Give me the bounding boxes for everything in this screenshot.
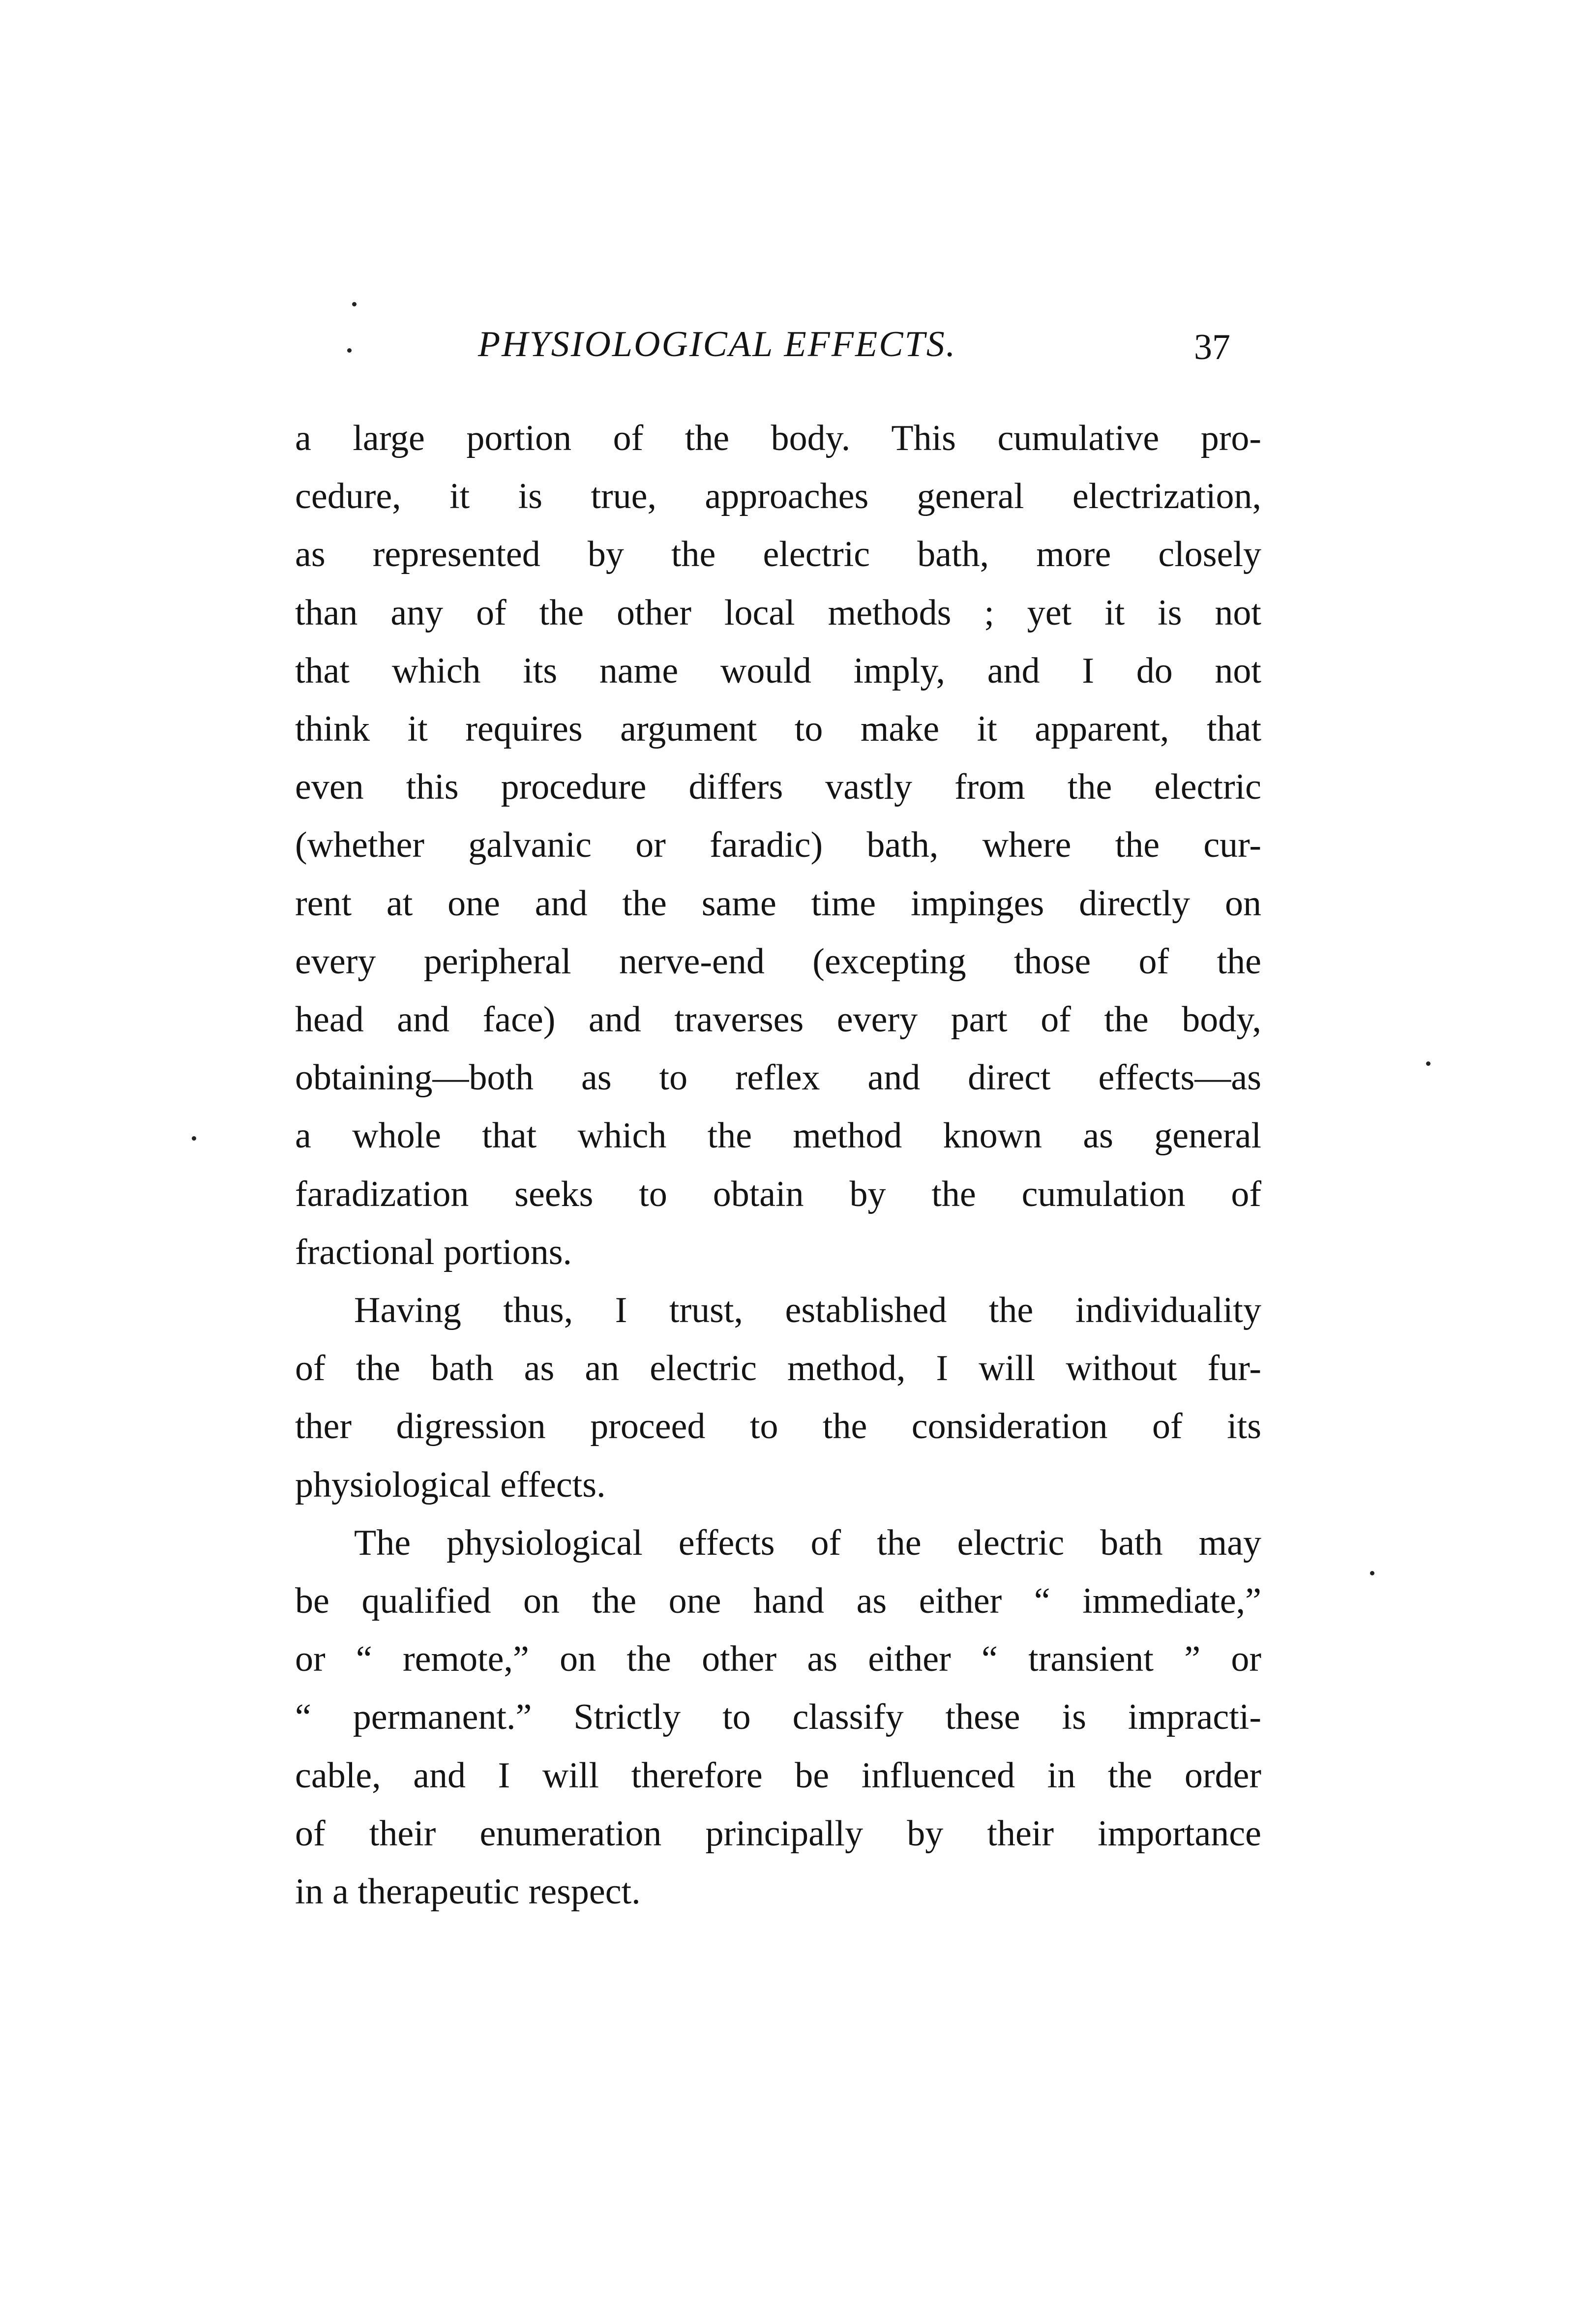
text-line: that which its name would imply, and I do not (295, 650, 1261, 691)
text-line: as represented by the electric bath, more closely (295, 534, 1261, 575)
text-line: head and face) and traverses every part of the body, (295, 999, 1261, 1040)
page-header (295, 315, 1269, 379)
ink-speck (192, 1136, 196, 1141)
running-title: PHYSIOLOGICAL EFFECTS. (478, 324, 957, 364)
text-line: a whole that which the method known as general (295, 1116, 1261, 1156)
text-line: or “ remote,” on the other as either “ transient ” or (295, 1639, 1261, 1680)
text-line: physiological effects. (295, 1464, 606, 1505)
body-text (295, 409, 1261, 1921)
text-line: of their enumeration principally by their importance (295, 1813, 1261, 1854)
page-number: 37 (1194, 327, 1230, 367)
paragraph (295, 1514, 1261, 1921)
text-line: than any of the other local methods ; yet it is not (295, 592, 1261, 633)
paragraph (295, 409, 1261, 1281)
ink-speck (352, 302, 357, 306)
text-line: every peripheral nerve-end (excepting those of the (295, 941, 1261, 982)
text-line: be qualified on the one hand as either “ immediate,” (295, 1581, 1261, 1622)
text-line: (whether galvanic or faradic) bath, where the cur- (295, 825, 1261, 866)
text-line: fractional portions. (295, 1232, 572, 1272)
text-line: a large portion of the body. This cumulative pro- (295, 418, 1261, 458)
text-line: cedure, it is true, approaches general electrization, (295, 476, 1261, 517)
text-line: ther digression proceed to the consideration of its (295, 1406, 1261, 1447)
text-line: Having thus, I trust, established the individuality (354, 1290, 1261, 1331)
text-line: cable, and I will therefore be influenced in the order (295, 1755, 1261, 1796)
text-line: The physiological effects of the electric bath may (354, 1522, 1261, 1563)
paragraph (295, 1281, 1261, 1514)
text-line: faradization seeks to obtain by the cumulation of (295, 1174, 1261, 1214)
ink-speck (1370, 1571, 1374, 1575)
text-line: “ permanent.” Strictly to classify these is impracti- (295, 1697, 1261, 1738)
text-line: in a therapeutic respect. (295, 1871, 641, 1912)
text-line: rent at one and the same time impinges directly on (295, 883, 1261, 924)
text-line: obtaining—both as to reflex and direct effects—as (295, 1057, 1261, 1098)
ink-speck (1426, 1061, 1430, 1066)
text-line: even this procedure differs vastly from the electric (295, 767, 1261, 808)
text-line: of the bath as an electric method, I will without fur- (295, 1348, 1261, 1389)
text-line: think it requires argument to make it apparent, that (295, 709, 1261, 750)
